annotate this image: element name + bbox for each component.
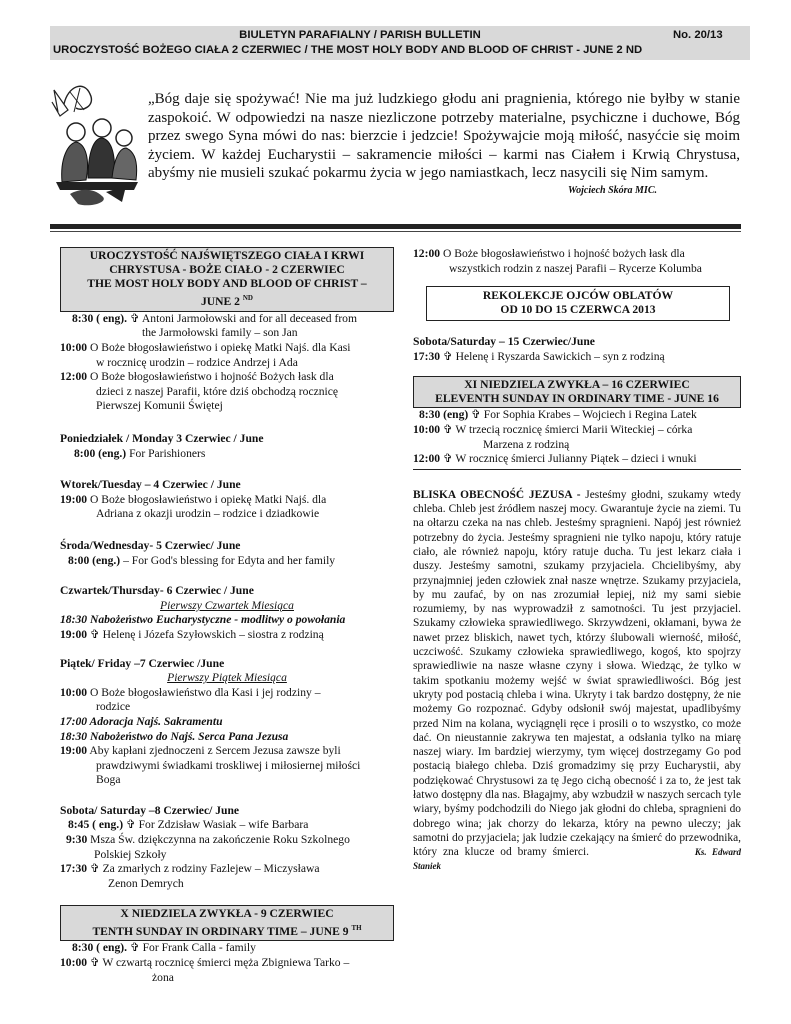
- day-heading: Sobota/Saturday – 15 Czerwiec/June: [413, 335, 595, 349]
- mass-entry: 8:00 (eng.) For Parishioners: [74, 446, 206, 460]
- right-column: [413, 247, 741, 874]
- mass-entry: 8:30 (eng) ✞ For Sophia Krabes – Wojciech i Regina Latek: [419, 408, 697, 422]
- mass-entry: 8:45 ( eng.) ✞ For Zdzisław Wasiak – wife Barbara: [68, 818, 309, 832]
- quote-text: „Bóg daje się spożywać! Nie ma już ludzkiego głodu ani pragnienia, którego nie byłby w stanie zaspokoić. W odpowiedzi na nasze niezliczone potrzeby materialne, psychiczne i duchowe, Bóg przez swego Syna mówi do nas: bierzcie i jedzcie! Spożywajcie moją miłość, nasyćcie się moim życiem. W każdej Eucharystii – sakramencie miłości – karmi nas Ciałem i Krwią Chrystusa, abyśmy nie musieli szukać pokarmu życia w jego namiastkach, lecz nasycili się Nim samym.: [148, 91, 740, 181]
- box-line: ELEVENTH SUNDAY IN ORDINARY TIME - JUNE 16: [435, 392, 719, 406]
- tenth-sunday-box: [60, 905, 394, 941]
- box-line: JUNE 2 $^{ND}$: [200, 294, 253, 308]
- box-line: OD 10 DO 15 CZERWCA 2013: [500, 303, 656, 317]
- mass-entry: 19:00 Aby kapłani zjednoczeni z Sercem Jezusa zawsze byli prawdziwymi świadkami troskliwej i miłosiernej miłości Boga: [60, 744, 361, 787]
- opening-quote: [148, 90, 740, 196]
- day-heading: Wtorek/Tuesday – 4 Czerwiec / June: [60, 478, 241, 492]
- mass-entry: 12:00 O Boże błogosławieństwo i hojność bożych łask dla wszystkich rodzin z naszej Parafii – Rycerze Kolumba: [413, 247, 702, 275]
- article-body: Jesteśmy głodni, szukamy wtedy chleba. Chleb jest źródłem naszej mocy. Gwarantuje życie na ziemi. Tu na ołtarzu czeka na nas chleb. Jesteśmy spragnieni. Napój jest również potrzebny do życia. Jesteśmy spragnieni nie tylko napoju, który ratuje ciało, ale również napoju, który ratuje ducha. Tu jest lekarz ciała i duszy. Jesteśmy samotni, szukamy przyjaciela. Chcielibyśmy, aby przynajmniej jeden człowiek znał nasze wnętrze. Szukamy przyjaciela, by mu zaufać, by on nas zrozumiał lepiej, niż my sami siebie rozumiemy, by nas wyprowadził z samotności. Tu jest przyjaciel. Szukamy człowieka sprawiedliwego. Skrzywdzeni, okłamani, bywa że nawet przez bliskich, nawet tych, którzy ślubowali wierność, miłość, uczciwość. Szukamy człowieka sprawiedliwego, kogoś, kto spojrzy sprawiedliwie na nasze własne czyny i słowa. Wiedząc, że tylko w takim spotkaniu możemy wejść w świat sprawiedliwości. Bóg jest ukryty pod postacią chleba i wina. Ukryty i tak bardzo dostępny, że nie możemy Go rozpoznać. Gdyby odsłonił swój majestat, upadlibyśmy przed Nim na kolana, wyciągnęli ręce i prosili o to wszystko, co może dać. On nieustannie zakrywa ten majestat, a odsłania tylko na miarę naszej wiary. Im bardziej wierzymy, tym więcej dostrzegamy Go pod postacią białego chleba. Dziś gromadzimy się przy Eucharystii, aby podziękować Chrystusowi za tę Jego cichą obecność i za to, że jest tak łatwo dostępny dla nas. Błagajmy, aby wzbudził w naszych sercach tyle wiary, byśmy podchodzili do Niego jak głodni do chleba, spragnieni do dobrego wina; jak chorzy do lekarza, który na pewno uleczy; jak samotni do przyjaciela; jak ludzie czekający na śmierć do przewodnika, który zna klucze od bramy śmierci.: [413, 488, 741, 859]
- day-heading: Poniedziałek / Monday 3 Czerwiec / June: [60, 432, 264, 446]
- bulletin-header: [50, 26, 750, 60]
- day-heading: Środa/Wednesday- 5 Czerwiec/ June: [60, 538, 241, 552]
- box-line: CHRYSTUSA - BOŻE CIAŁO - 2 CZERWIEC: [109, 263, 345, 276]
- eucharist-illustration: [50, 82, 142, 212]
- mass-entry: 17:30 ✞ Helenę i Ryszarda Sawickich – syn z rodziną: [413, 349, 665, 363]
- mass-entry: 8:30 ( eng). ✞ Antoni Jarmołowski and for all deceased from the Jarmołowski family – son Jan: [72, 311, 358, 340]
- mass-entry: 19:00 O Boże błogosławieństwo i opiekę Matki Najś. dla Adriana z okazji urodzin – rodzice i dziadkowie: [60, 492, 327, 521]
- first-thursday-label: Pierwszy Czwartek Miesiąca: [160, 598, 294, 612]
- thursday-service: 18:30 Nabożeństwo Eucharystyczne - modlitwy o powołania: [60, 613, 346, 627]
- mass-entry: 10:00 ✞ W czwartą rocznicę śmierci męża Zbigniewa Tarko – żona: [60, 955, 350, 984]
- mass-entry: 12:00 O Boże błogosławieństwo i hojność Bożych łask dla dzieci z naszej Parafii, które dziś obchodzą rocznicę Pierwszej Komunii Świętej: [60, 370, 339, 413]
- bulletin-number: No. 20/13: [673, 29, 723, 41]
- mass-entry: 12:00 ✞ W rocznicę śmierci Julianny Piątek – dzieci i wnuki: [413, 452, 741, 470]
- first-friday-label: Pierwszy Piątek Miesiąca: [167, 671, 287, 685]
- sacred-heart-service: 18:30 Nabożeństwo do Najś. Serca Pana Jezusa: [60, 729, 289, 743]
- article-author: Ks. Edward Staniek: [413, 847, 741, 872]
- adoration: 17:00 Adoracja Najś. Sakramentu: [60, 714, 223, 728]
- mass-entry: 9:30 Msza Św. dziękczynna na zakończenie Roku Szkolnego Polskiej Szkoły: [66, 833, 350, 861]
- day-heading: Piątek/ Friday –7 Czerwiec /June: [60, 656, 225, 670]
- bulletin-title: BIULETYN PARAFIALNY / PARISH BULLETIN: [239, 29, 481, 41]
- mass-entry: 10:00 O Boże błogosławieństwo dla Kasi i jej rodziny – rodzice: [60, 685, 321, 714]
- box-line: THE MOST HOLY BODY AND BLOOD OF CHRIST –: [87, 277, 367, 290]
- box-line: XI NIEDZIELA ZWYKŁA – 16 CZERWIEC: [464, 378, 690, 392]
- day-heading: Sobota/ Saturday –8 Czerwiec/ June: [60, 803, 240, 817]
- divider-thin: [50, 231, 741, 232]
- mass-entry: 10:00 O Boże błogosławieństwo i opiekę Matki Najś. dla Kasi w rocznicę urodzin – rodzice Andrzej i Ada: [60, 341, 351, 369]
- mass-entry: 17:30 ✞ Za zmarłych z rodziny Fazlejew – Miczysława Zenon Demrych: [60, 862, 320, 890]
- box-line: UROCZYSTOŚĆ NAJŚWIĘTSZEGO CIAŁA I KRWI: [89, 249, 365, 262]
- divider: [50, 224, 741, 229]
- feast-title: UROCZYSTOŚĆ BOŻEGO CIAŁA 2 CZERWIEC / THE MOST HOLY BODY AND BLOOD OF CHRIST - JUNE 2 ND: [53, 44, 643, 56]
- retreat-box: [426, 286, 730, 321]
- box-line: X NIEDZIELA ZWYKŁA - 9 CZERWIEC: [120, 907, 334, 921]
- day-heading: Czwartek/Thursday- 6 Czerwiec / June: [60, 584, 254, 598]
- mass-entry: 19:00 ✞ Helenę i Józefa Szyłowskich – siostra z rodziną: [60, 627, 324, 641]
- article-title: BLISKA OBECNOŚĆ JEZUSA -: [413, 488, 581, 501]
- left-column: [60, 247, 394, 985]
- quote-author: Wojciech Skóra MIC.: [568, 185, 657, 196]
- box-line: TENTH SUNDAY IN ORDINARY TIME – JUNE 9 $^{TH}$: [92, 924, 362, 939]
- article: [413, 488, 741, 874]
- mass-entry: 8:00 (eng.) – For God's blessing for Edyta and her family: [68, 553, 336, 567]
- mass-entry: 10:00 ✞ W trzecią rocznicę śmierci Marii Witeckiej – córka Marzena z rodziną: [413, 422, 693, 451]
- corpus-christi-box: [60, 247, 394, 312]
- box-line: REKOLEKCJE OJCÓW OBLATÓW: [482, 289, 674, 303]
- eleventh-sunday-box: [413, 376, 741, 408]
- mass-entry: 8:30 ( eng). ✞ For Frank Calla - family: [72, 941, 256, 955]
